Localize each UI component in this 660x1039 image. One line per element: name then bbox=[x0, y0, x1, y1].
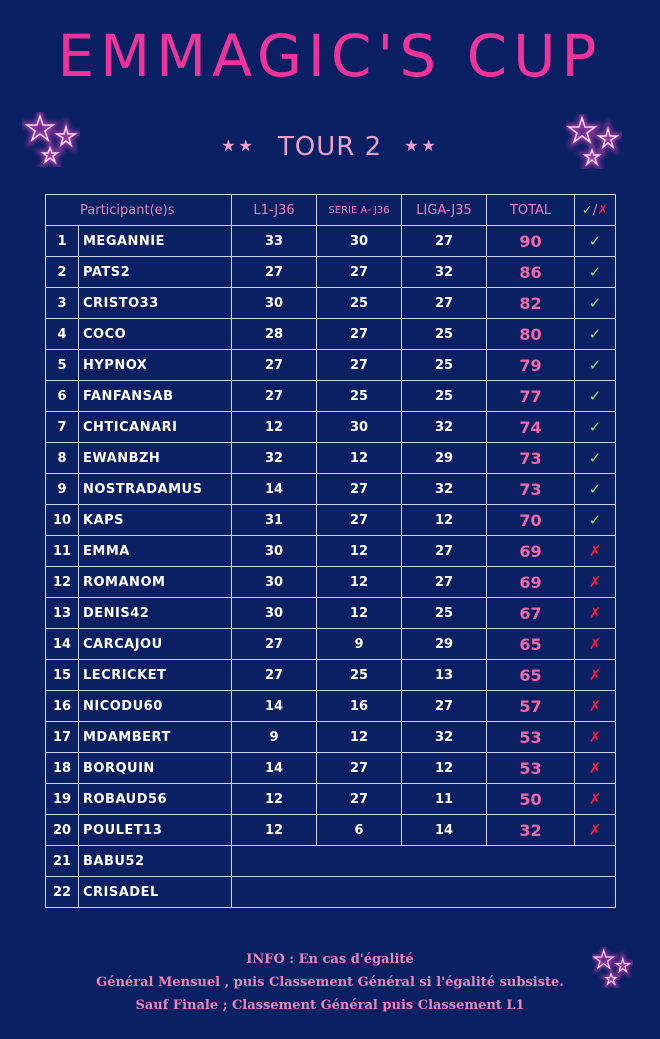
score-liga: 25 bbox=[402, 381, 487, 412]
score-liga: 29 bbox=[402, 443, 487, 474]
info-line: Général Mensuel , puis Classement Général si l'égalité subsiste. bbox=[96, 975, 564, 990]
round-label: TOUR 2 bbox=[277, 132, 383, 162]
check-icon: ✓ bbox=[575, 319, 616, 350]
score-seriea: 27 bbox=[317, 319, 402, 350]
check-icon: ✓ bbox=[575, 226, 616, 257]
score-total: 86 bbox=[487, 257, 575, 288]
participant-name: BORQUIN bbox=[79, 753, 232, 784]
info-line: Sauf Finale ; Classement Général puis Classement L1 bbox=[135, 998, 525, 1013]
score-total: 82 bbox=[487, 288, 575, 319]
participant-name: FANFANSAB bbox=[79, 381, 232, 412]
participant-name: NOSTRADAMUS bbox=[79, 474, 232, 505]
check-icon: ✓ bbox=[575, 257, 616, 288]
rank-cell: 13 bbox=[46, 598, 79, 629]
score-liga: 11 bbox=[402, 784, 487, 815]
cross-icon: ✗ bbox=[575, 691, 616, 722]
rank-cell: 4 bbox=[46, 319, 79, 350]
participant-name: ROBAUD56 bbox=[79, 784, 232, 815]
participant-name: MDAMBERT bbox=[79, 722, 232, 753]
page-title: EMMAGIC'S CUP bbox=[57, 22, 603, 90]
participant-name: LECRICKET bbox=[79, 660, 232, 691]
participant-name: POULET13 bbox=[79, 815, 232, 846]
empty-scores bbox=[232, 846, 616, 877]
check-icon: ✓ bbox=[575, 350, 616, 381]
table-row bbox=[46, 319, 616, 350]
rank-cell: 21 bbox=[46, 846, 79, 877]
check-icon: ✓ bbox=[575, 505, 616, 536]
score-total: 65 bbox=[487, 660, 575, 691]
score-seriea: 25 bbox=[317, 660, 402, 691]
score-l1: 30 bbox=[232, 598, 317, 629]
score-total: 70 bbox=[487, 505, 575, 536]
score-liga: 12 bbox=[402, 753, 487, 784]
score-l1: 30 bbox=[232, 288, 317, 319]
table-row bbox=[46, 474, 616, 505]
table-row bbox=[46, 815, 616, 846]
rank-cell: 5 bbox=[46, 350, 79, 381]
score-l1: 33 bbox=[232, 226, 317, 257]
score-seriea: 27 bbox=[317, 753, 402, 784]
score-l1: 27 bbox=[232, 350, 317, 381]
score-total: 73 bbox=[487, 474, 575, 505]
rank-cell: 10 bbox=[46, 505, 79, 536]
participant-name: PATS2 bbox=[79, 257, 232, 288]
score-total: 32 bbox=[487, 815, 575, 846]
table-row bbox=[46, 691, 616, 722]
table-row bbox=[46, 753, 616, 784]
participant-name: COCO bbox=[79, 319, 232, 350]
col-participants: Participant(e)s bbox=[46, 195, 232, 226]
score-liga: 25 bbox=[402, 598, 487, 629]
rank-cell: 22 bbox=[46, 877, 79, 908]
score-l1: 27 bbox=[232, 257, 317, 288]
table-row bbox=[46, 877, 616, 908]
score-total: 79 bbox=[487, 350, 575, 381]
score-liga: 27 bbox=[402, 567, 487, 598]
ranking-table bbox=[45, 194, 616, 908]
check-icon: ✓ bbox=[575, 288, 616, 319]
cross-icon: ✗ bbox=[597, 202, 609, 218]
rank-cell: 6 bbox=[46, 381, 79, 412]
score-liga: 27 bbox=[402, 288, 487, 319]
participant-name: ROMANOM bbox=[79, 567, 232, 598]
score-liga: 13 bbox=[402, 660, 487, 691]
participant-name: CRISTO33 bbox=[79, 288, 232, 319]
score-total: 73 bbox=[487, 443, 575, 474]
score-liga: 32 bbox=[402, 412, 487, 443]
score-total: 77 bbox=[487, 381, 575, 412]
score-liga: 25 bbox=[402, 350, 487, 381]
participant-name: NICODU60 bbox=[79, 691, 232, 722]
cross-icon: ✗ bbox=[575, 784, 616, 815]
rank-cell: 14 bbox=[46, 629, 79, 660]
score-seriea: 12 bbox=[317, 598, 402, 629]
star-icon: ★★ bbox=[404, 136, 439, 155]
col-total: TOTAL bbox=[487, 195, 575, 226]
score-total: 53 bbox=[487, 722, 575, 753]
score-l1: 9 bbox=[232, 722, 317, 753]
score-seriea: 30 bbox=[317, 226, 402, 257]
score-liga: 32 bbox=[402, 474, 487, 505]
col-status: ✓/✗ bbox=[575, 195, 616, 226]
table-row bbox=[46, 257, 616, 288]
col-l1: L1-J36 bbox=[232, 195, 317, 226]
rank-cell: 2 bbox=[46, 257, 79, 288]
table-row bbox=[46, 598, 616, 629]
score-seriea: 27 bbox=[317, 784, 402, 815]
score-l1: 30 bbox=[232, 536, 317, 567]
score-l1: 30 bbox=[232, 567, 317, 598]
score-l1: 12 bbox=[232, 412, 317, 443]
participant-name: MEGANNIE bbox=[79, 226, 232, 257]
score-total: 65 bbox=[487, 629, 575, 660]
table-row bbox=[46, 381, 616, 412]
score-liga: 27 bbox=[402, 536, 487, 567]
table-row bbox=[46, 629, 616, 660]
rank-cell: 16 bbox=[46, 691, 79, 722]
table-row bbox=[46, 846, 616, 877]
round-title bbox=[0, 132, 660, 162]
info-note bbox=[0, 948, 660, 1017]
score-l1: 28 bbox=[232, 319, 317, 350]
cross-icon: ✗ bbox=[575, 629, 616, 660]
score-total: 57 bbox=[487, 691, 575, 722]
score-liga: 27 bbox=[402, 691, 487, 722]
table-row bbox=[46, 288, 616, 319]
score-l1: 14 bbox=[232, 691, 317, 722]
participant-name: KAPS bbox=[79, 505, 232, 536]
table-row bbox=[46, 567, 616, 598]
table-row bbox=[46, 226, 616, 257]
table-row bbox=[46, 412, 616, 443]
rank-cell: 1 bbox=[46, 226, 79, 257]
score-seriea: 12 bbox=[317, 722, 402, 753]
cross-icon: ✗ bbox=[575, 660, 616, 691]
rank-cell: 17 bbox=[46, 722, 79, 753]
score-l1: 27 bbox=[232, 629, 317, 660]
participant-name: DENIS42 bbox=[79, 598, 232, 629]
table-row bbox=[46, 660, 616, 691]
table-row bbox=[46, 722, 616, 753]
score-total: 50 bbox=[487, 784, 575, 815]
rank-cell: 7 bbox=[46, 412, 79, 443]
table-row bbox=[46, 443, 616, 474]
score-seriea: 27 bbox=[317, 350, 402, 381]
score-l1: 27 bbox=[232, 660, 317, 691]
score-total: 67 bbox=[487, 598, 575, 629]
score-seriea: 9 bbox=[317, 629, 402, 660]
score-liga: 25 bbox=[402, 319, 487, 350]
participant-name: CARCAJOU bbox=[79, 629, 232, 660]
table-row bbox=[46, 350, 616, 381]
rank-cell: 3 bbox=[46, 288, 79, 319]
participant-name: HYPNOX bbox=[79, 350, 232, 381]
score-total: 74 bbox=[487, 412, 575, 443]
score-liga: 32 bbox=[402, 257, 487, 288]
cross-icon: ✗ bbox=[575, 598, 616, 629]
participant-name: CHTICANARI bbox=[79, 412, 232, 443]
score-liga: 27 bbox=[402, 226, 487, 257]
participant-name: EWANBZH bbox=[79, 443, 232, 474]
rank-cell: 8 bbox=[46, 443, 79, 474]
score-seriea: 27 bbox=[317, 505, 402, 536]
score-seriea: 12 bbox=[317, 536, 402, 567]
table-row bbox=[46, 784, 616, 815]
score-l1: 12 bbox=[232, 784, 317, 815]
score-total: 69 bbox=[487, 536, 575, 567]
table-row bbox=[46, 536, 616, 567]
check-icon: ✓ bbox=[575, 412, 616, 443]
col-seriea: SERIE A- J36 bbox=[317, 195, 402, 226]
score-seriea: 12 bbox=[317, 443, 402, 474]
score-l1: 32 bbox=[232, 443, 317, 474]
participant-name: CRISADEL bbox=[79, 877, 232, 908]
participant-name: EMMA bbox=[79, 536, 232, 567]
score-seriea: 30 bbox=[317, 412, 402, 443]
score-l1: 31 bbox=[232, 505, 317, 536]
empty-scores bbox=[232, 877, 616, 908]
rank-cell: 11 bbox=[46, 536, 79, 567]
rank-cell: 12 bbox=[46, 567, 79, 598]
rank-cell: 9 bbox=[46, 474, 79, 505]
cross-icon: ✗ bbox=[575, 567, 616, 598]
score-liga: 12 bbox=[402, 505, 487, 536]
score-l1: 14 bbox=[232, 753, 317, 784]
score-total: 53 bbox=[487, 753, 575, 784]
score-seriea: 27 bbox=[317, 257, 402, 288]
score-seriea: 27 bbox=[317, 474, 402, 505]
score-liga: 29 bbox=[402, 629, 487, 660]
score-l1: 12 bbox=[232, 815, 317, 846]
score-l1: 27 bbox=[232, 381, 317, 412]
cross-icon: ✗ bbox=[575, 722, 616, 753]
col-liga: LIGA-J35 bbox=[402, 195, 487, 226]
score-total: 80 bbox=[487, 319, 575, 350]
score-l1: 14 bbox=[232, 474, 317, 505]
rank-cell: 15 bbox=[46, 660, 79, 691]
check-icon: ✓ bbox=[581, 202, 593, 218]
score-seriea: 6 bbox=[317, 815, 402, 846]
score-total: 90 bbox=[487, 226, 575, 257]
table-header-row bbox=[46, 195, 616, 226]
score-seriea: 12 bbox=[317, 567, 402, 598]
check-icon: ✓ bbox=[575, 443, 616, 474]
check-icon: ✓ bbox=[575, 474, 616, 505]
info-line: INFO : En cas d'égalité bbox=[246, 952, 414, 967]
score-liga: 32 bbox=[402, 722, 487, 753]
star-icon: ★★ bbox=[221, 136, 256, 155]
rank-cell: 19 bbox=[46, 784, 79, 815]
rank-cell: 18 bbox=[46, 753, 79, 784]
cross-icon: ✗ bbox=[575, 753, 616, 784]
score-seriea: 16 bbox=[317, 691, 402, 722]
rank-cell: 20 bbox=[46, 815, 79, 846]
participant-name: BABU52 bbox=[79, 846, 232, 877]
score-liga: 14 bbox=[402, 815, 487, 846]
cross-icon: ✗ bbox=[575, 536, 616, 567]
score-seriea: 25 bbox=[317, 381, 402, 412]
table-row bbox=[46, 505, 616, 536]
score-total: 69 bbox=[487, 567, 575, 598]
cross-icon: ✗ bbox=[575, 815, 616, 846]
check-icon: ✓ bbox=[575, 381, 616, 412]
score-seriea: 25 bbox=[317, 288, 402, 319]
